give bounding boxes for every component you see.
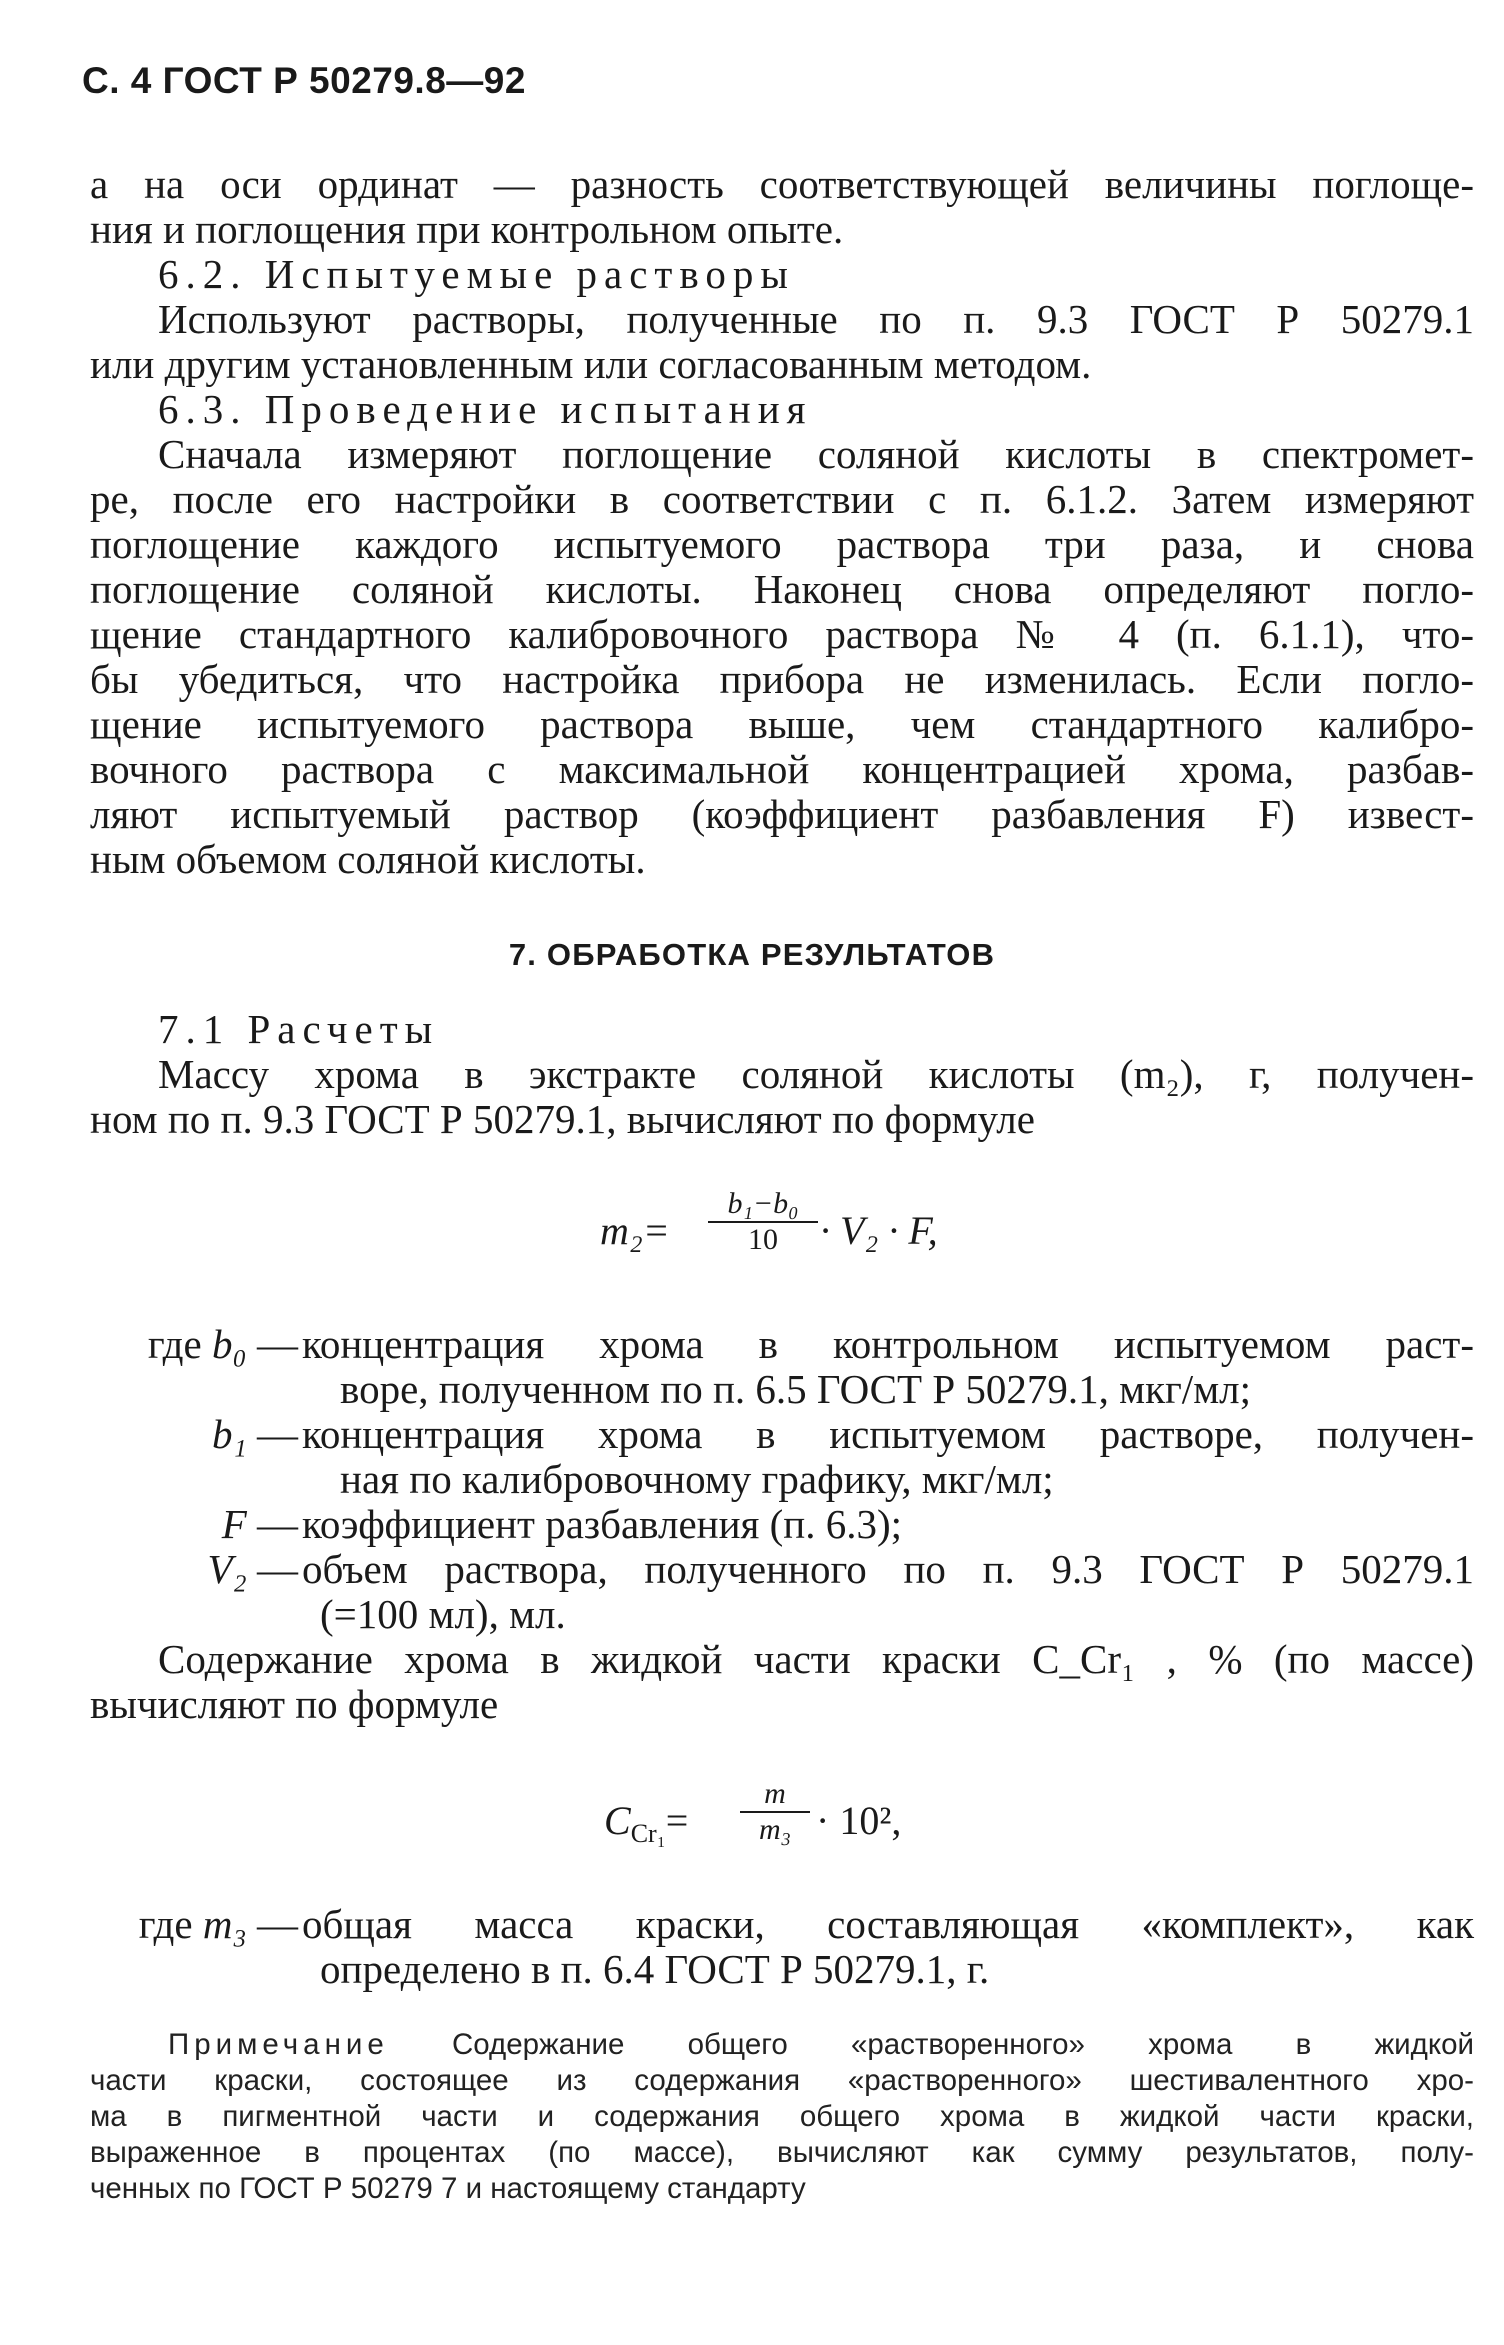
legend-text: общая масса краски, составляющая «комплект», как (302, 1901, 1474, 1947)
section-7-1-line-1: Массу хрома в экстракте соляной кислоты (m₂), г, получен- (158, 1051, 1474, 1097)
formula-1-lhs: m₂= (600, 1208, 670, 1253)
legend-text: ная по калибровочному графику, мкг/мл; (340, 1456, 1054, 1502)
legend-text: коэффициент разбавления (п. 6.3); (302, 1501, 903, 1547)
section-6-3-heading: 6.3. Проведение испытания (158, 386, 813, 432)
section-6-3-line: поглощение каждого испытуемого раствора три раза, и снова (90, 521, 1474, 567)
section-6-2-line-2: или другим установленным или согласованным методом. (90, 341, 1092, 387)
section-6-3-line: бы убедиться, что настройка прибора не изменилась. Если погло- (90, 656, 1474, 702)
section-7-1-line-4: вычисляют по формуле (90, 1681, 499, 1727)
section-6-2-heading: 6.2. Испытуемые растворы (158, 251, 795, 297)
formula-2-denominator: m₃ (758, 1813, 792, 1846)
legend-text: концентрация хрома в контрольном испытуемом раст- (302, 1321, 1474, 1367)
note-line-1 (90, 2027, 1474, 2063)
legend-symbol: где b₀ — (147, 1321, 298, 1367)
formula-2-fraction (740, 1777, 810, 1847)
section-6-3-line: ре, после его настройки в соответствии с п. 6.1.2. Затем измеряют (90, 476, 1474, 522)
note-label: Примечание (168, 2028, 389, 2061)
section-6-3-line: щение стандартного калибровочного раствора № 4 (п. 6.1.1), что- (90, 611, 1474, 657)
intro-line-1: а на оси ординат — разность соответствующей величины поглоще- (90, 161, 1474, 207)
formula-2-numerator: m (764, 1777, 786, 1810)
formula-2-lhs: $C_{Cr_1}=$ (604, 1798, 689, 1848)
intro-line-2: ния и поглощения при контрольном опыте. (90, 206, 844, 252)
note-line: выраженное в процентах (по массе), вычисляют как сумму результатов, полу- (90, 2136, 1474, 2169)
section-7-1-line-2: ном по п. 9.3 ГОСТ Р 50279.1, вычисляют по формуле (90, 1096, 1035, 1142)
section-6-3-line: Сначала измеряют поглощение соляной кислоты в спектромет- (158, 431, 1474, 477)
section-6-3-line: вочного раствора с максимальной концентрацией хрома, разбав- (90, 746, 1474, 792)
section-6-3-line: ляют испытуемый раствор (коэффициент разбавления F) извест- (90, 791, 1474, 837)
legend-symbol: b₁ — (211, 1411, 298, 1457)
formula-1-denominator: 10 (748, 1223, 778, 1256)
legend-text: концентрация хрома в испытуемом растворе, получен- (302, 1411, 1474, 1457)
formula-1-fraction (708, 1187, 818, 1257)
formula-1-rhs: · V₂ · F, (820, 1208, 938, 1253)
section-6-3-line: щение испытуемого раствора выше, чем стандартного калибро- (90, 701, 1474, 747)
formula-2-rhs: · 10², (816, 1798, 902, 1843)
page-header: С. 4 ГОСТ Р 50279.8—92 (82, 60, 526, 101)
section-7-title: 7. ОБРАБОТКА РЕЗУЛЬТАТОВ (508, 937, 996, 972)
formula-1-numerator: b₁−b₀ (727, 1187, 799, 1220)
legend-symbol: V₂ — (207, 1546, 298, 1592)
section-6-3-line: поглощение соляной кислоты. Наконец снова определяют погло- (90, 566, 1474, 612)
note-line: части краски, состоящее из содержания «растворенного» шестивалентного хро- (90, 2064, 1474, 2097)
note-text: Содержание общего «растворенного» хрома в жидкой (451, 2028, 1474, 2061)
section-6-2-line-1: Используют растворы, полученные по п. 9.3 ГОСТ Р 50279.1 (158, 296, 1474, 342)
section-7-1-heading: 7.1 Расчеты (158, 1006, 440, 1052)
note-line: ма в пигментной части и содержания общего хрома в жидкой части краски, (90, 2100, 1474, 2133)
legend-text: (=100 мл), мл. (320, 1591, 566, 1637)
legend-text: воре, полученном по п. 6.5 ГОСТ Р 50279.1, мкг/мл; (340, 1366, 1251, 1412)
section-7-1-line-3: Содержание хрома в жидкой части краски C_Cr₁ , % (по массе) (158, 1636, 1474, 1682)
section-6-3-line: ным объемом соляной кислоты. (90, 836, 646, 882)
legend-symbol: F — (221, 1501, 298, 1547)
legend-text: определено в п. 6.4 ГОСТ Р 50279.1, г. (320, 1946, 990, 1992)
note-line: ченных по ГОСТ Р 50279 7 и настоящему стандарту (90, 2172, 806, 2205)
legend-text: объем раствора, полученного по п. 9.3 ГОСТ Р 50279.1 (302, 1546, 1474, 1592)
legend-symbol: где m₃ — (138, 1901, 298, 1947)
